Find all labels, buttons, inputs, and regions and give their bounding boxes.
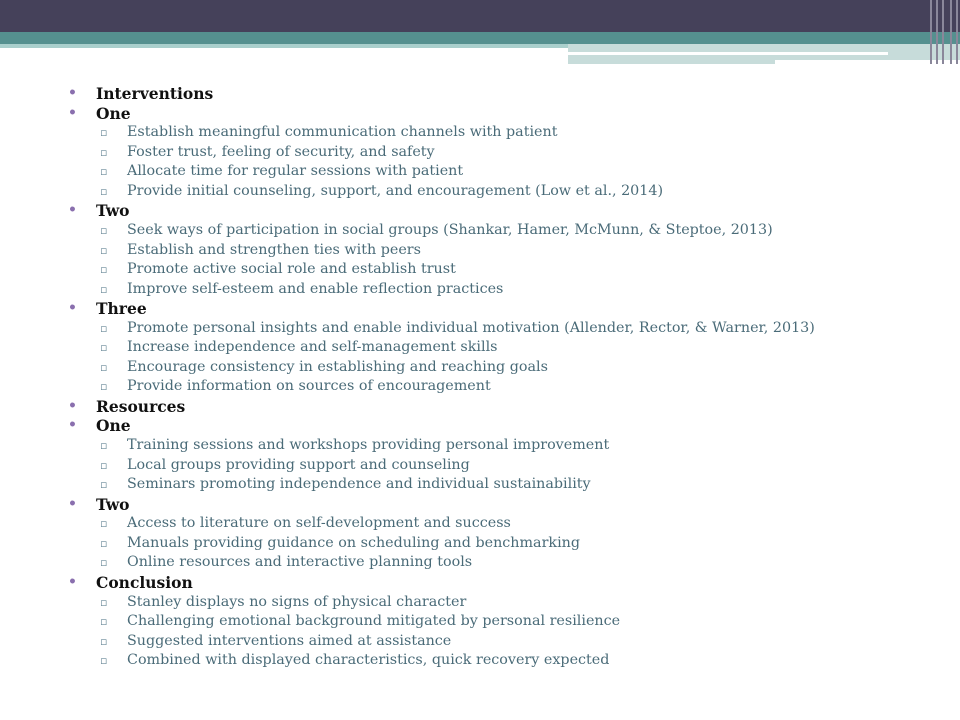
list-item bbox=[68, 573, 928, 593]
square-bullet-icon: ▫ bbox=[100, 243, 108, 257]
square-bullet-icon: ▫ bbox=[100, 224, 108, 238]
list-item bbox=[68, 495, 928, 515]
square-bullet-icon: ▫ bbox=[100, 439, 108, 453]
sub-list-item bbox=[68, 553, 928, 573]
sub-list-item-text: Allocate time for regular sessions with patient bbox=[127, 163, 464, 180]
sub-list-item-text: Seek ways of participation in social groups (Shankar, Hamer, McMunn, & Steptoe, 2013) bbox=[127, 222, 773, 239]
sub-list-item-text: Suggested interventions aimed at assistance bbox=[127, 632, 452, 649]
list-item bbox=[68, 416, 928, 436]
list-item bbox=[68, 397, 928, 417]
sub-list-item-text: Establish and strengthen ties with peers bbox=[127, 241, 421, 258]
square-bullet-icon: ▫ bbox=[100, 634, 108, 648]
list-item bbox=[68, 201, 928, 221]
sub-list-item bbox=[68, 260, 928, 280]
square-bullet-icon: ▫ bbox=[100, 360, 108, 374]
sub-list-item bbox=[68, 534, 928, 554]
sub-list-item-text: Manuals providing guidance on scheduling and benchmarking bbox=[127, 534, 581, 551]
bullet-icon: • bbox=[68, 85, 77, 101]
sub-list-item bbox=[68, 123, 928, 143]
square-bullet-icon: ▫ bbox=[100, 615, 108, 628]
sub-list-item-text: Combined with displayed characteristics, quick recovery expected bbox=[127, 652, 610, 668]
sub-list-item bbox=[68, 143, 928, 163]
slide-content bbox=[68, 84, 928, 671]
sub-list-item bbox=[68, 280, 928, 300]
square-bullet-icon: ▫ bbox=[100, 536, 108, 550]
square-bullet-icon: ▫ bbox=[100, 458, 108, 472]
sub-list-item-text: Increase independence and self-management skills bbox=[127, 339, 498, 356]
list-item-heading: Three bbox=[96, 299, 147, 319]
square-bullet-icon: ▫ bbox=[100, 517, 108, 531]
sub-list-item-text: Promote active social role and establish trust bbox=[127, 261, 456, 278]
sub-list-item-text: Challenging emotional background mitigated by personal resilience bbox=[127, 613, 621, 629]
list-item-heading: Conclusion bbox=[96, 572, 193, 592]
square-bullet-icon: ▫ bbox=[100, 556, 108, 570]
list-item-heading: Interventions bbox=[96, 84, 214, 103]
square-bullet-icon: ▫ bbox=[100, 263, 108, 277]
sub-list-item bbox=[68, 182, 928, 202]
square-bullet-icon: ▫ bbox=[100, 595, 108, 609]
sub-list-item-text: Provide initial counseling, support, and encouragement (Low et al., 2014) bbox=[127, 182, 664, 199]
square-bullet-icon: ▫ bbox=[100, 478, 108, 492]
sub-list-item-text: Establish meaningful communication channels with patient bbox=[127, 124, 558, 141]
sub-list-item-text: Foster trust, feeling of security, and safety bbox=[127, 143, 435, 160]
list-item-heading: Two bbox=[96, 494, 130, 514]
bullet-icon: • bbox=[68, 300, 77, 317]
sub-list-item bbox=[68, 377, 928, 397]
sub-list-item-text: Provide information on sources of encouragement bbox=[127, 378, 491, 395]
sub-list-item bbox=[68, 632, 928, 652]
sub-list-item bbox=[68, 319, 928, 339]
header-stripes bbox=[928, 0, 960, 64]
square-bullet-icon: ▫ bbox=[100, 321, 108, 335]
square-bullet-icon: ▫ bbox=[100, 126, 108, 140]
bullet-icon: • bbox=[68, 495, 77, 512]
header-accent-band bbox=[0, 32, 960, 44]
sub-list-item bbox=[68, 456, 928, 476]
sub-list-item bbox=[68, 475, 928, 495]
sub-list-item-text: Encourage consistency in establishing and reaching goals bbox=[127, 358, 548, 375]
sub-list-item-text: Seminars promoting independence and individual sustainability bbox=[127, 476, 591, 493]
bullet-icon: • bbox=[68, 202, 77, 219]
bullet-icon: • bbox=[68, 397, 77, 414]
list-item bbox=[68, 299, 928, 319]
sub-list-item-text: Improve self-esteem and enable reflection practices bbox=[127, 280, 504, 297]
square-bullet-icon: ▫ bbox=[100, 282, 108, 296]
sub-list-item-text: Online resources and interactive planning tools bbox=[127, 554, 473, 571]
bullet-list bbox=[68, 84, 928, 671]
list-item-heading: Two bbox=[96, 201, 130, 221]
list-item bbox=[68, 84, 928, 104]
list-item-heading: One bbox=[96, 103, 131, 123]
bullet-icon: • bbox=[68, 417, 77, 434]
sub-list-item bbox=[68, 514, 928, 534]
list-item-heading: One bbox=[96, 416, 131, 436]
sub-list-item-text: Training sessions and workshops providing personal improvement bbox=[127, 437, 610, 454]
square-bullet-icon: ▫ bbox=[100, 165, 108, 179]
sub-list-item bbox=[68, 651, 928, 671]
sub-list-item bbox=[68, 358, 928, 378]
header-decoration-line bbox=[568, 52, 888, 55]
square-bullet-icon: ▫ bbox=[100, 654, 108, 667]
list-item-heading: Resources bbox=[96, 396, 186, 416]
list-item bbox=[68, 104, 928, 124]
header-bar bbox=[0, 0, 960, 32]
sub-list-item bbox=[68, 338, 928, 358]
sub-list-item bbox=[68, 241, 928, 261]
square-bullet-icon: ▫ bbox=[100, 184, 108, 198]
sub-list-item bbox=[68, 221, 928, 241]
sub-list-item bbox=[68, 593, 928, 613]
bullet-icon: • bbox=[68, 573, 77, 590]
bullet-icon: • bbox=[68, 104, 77, 121]
square-bullet-icon: ▫ bbox=[100, 145, 108, 159]
sub-list-item-text: Local groups providing support and counseling bbox=[127, 456, 470, 473]
sub-list-item-text: Stanley displays no signs of physical character bbox=[127, 593, 467, 610]
sub-list-item bbox=[68, 436, 928, 456]
square-bullet-icon: ▫ bbox=[100, 341, 108, 355]
sub-list-item-text: Promote personal insights and enable individual motivation (Allender, Rector, & Warner, 2013) bbox=[127, 319, 815, 336]
sub-list-item bbox=[68, 162, 928, 182]
square-bullet-icon: ▫ bbox=[100, 380, 108, 394]
sub-list-item bbox=[68, 612, 928, 632]
sub-list-item-text: Access to literature on self-development and success bbox=[127, 515, 511, 532]
